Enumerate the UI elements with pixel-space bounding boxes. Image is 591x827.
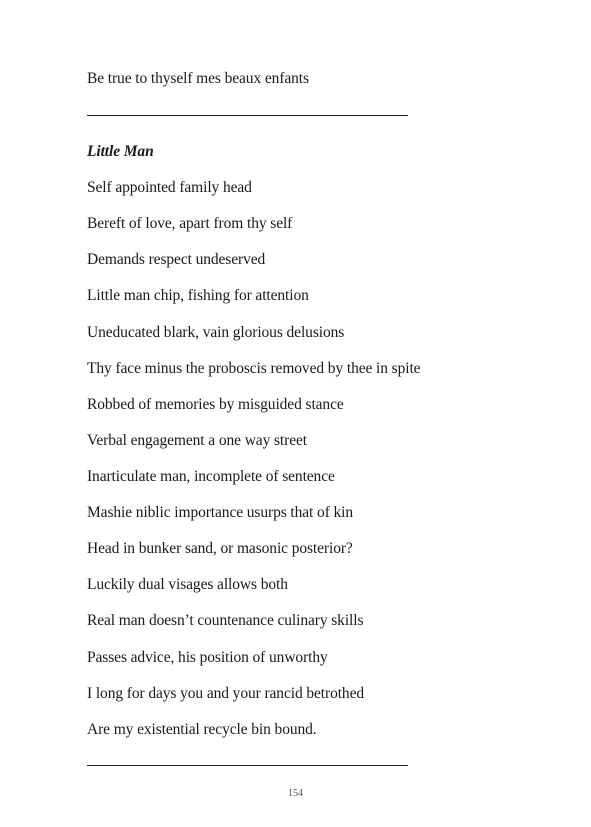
poem-line: Demands respect undeserved	[87, 251, 266, 268]
poem-line: Head in bunker sand, or masonic posterior?	[87, 540, 353, 557]
poem-line: Passes advice, his position of unworthy	[87, 649, 328, 666]
poem-line: Bereft of love, apart from thy self	[87, 215, 293, 232]
poem-line: Robbed of memories by misguided stance	[87, 396, 344, 413]
intro-line: Be true to thyself mes beaux enfants	[87, 70, 309, 87]
poem-line: Mashie niblic importance usurps that of kin	[87, 504, 354, 521]
poem-line: I long for days you and your rancid betrothed	[87, 685, 365, 702]
poem-line: Self appointed family head	[87, 179, 252, 196]
section-divider	[87, 765, 404, 766]
poem-title: Little Man	[87, 143, 154, 160]
poem-line: Are my existential recycle bin bound.	[87, 721, 317, 738]
poem-line: Luckily dual visages allows both	[87, 576, 288, 593]
page-number: 154	[288, 788, 303, 799]
section-divider	[87, 115, 404, 116]
poem-line: Verbal engagement a one way street	[87, 432, 307, 449]
poem-line: Uneducated blark, vain glorious delusions	[87, 324, 345, 341]
poem-line: Real man doesn’t countenance culinary skills	[87, 612, 364, 629]
poem-line: Little man chip, fishing for attention	[87, 287, 309, 304]
poem-line: Inarticulate man, incomplete of sentence	[87, 468, 335, 485]
poem-line: Thy face minus the proboscis removed by thee in spite	[87, 360, 421, 377]
